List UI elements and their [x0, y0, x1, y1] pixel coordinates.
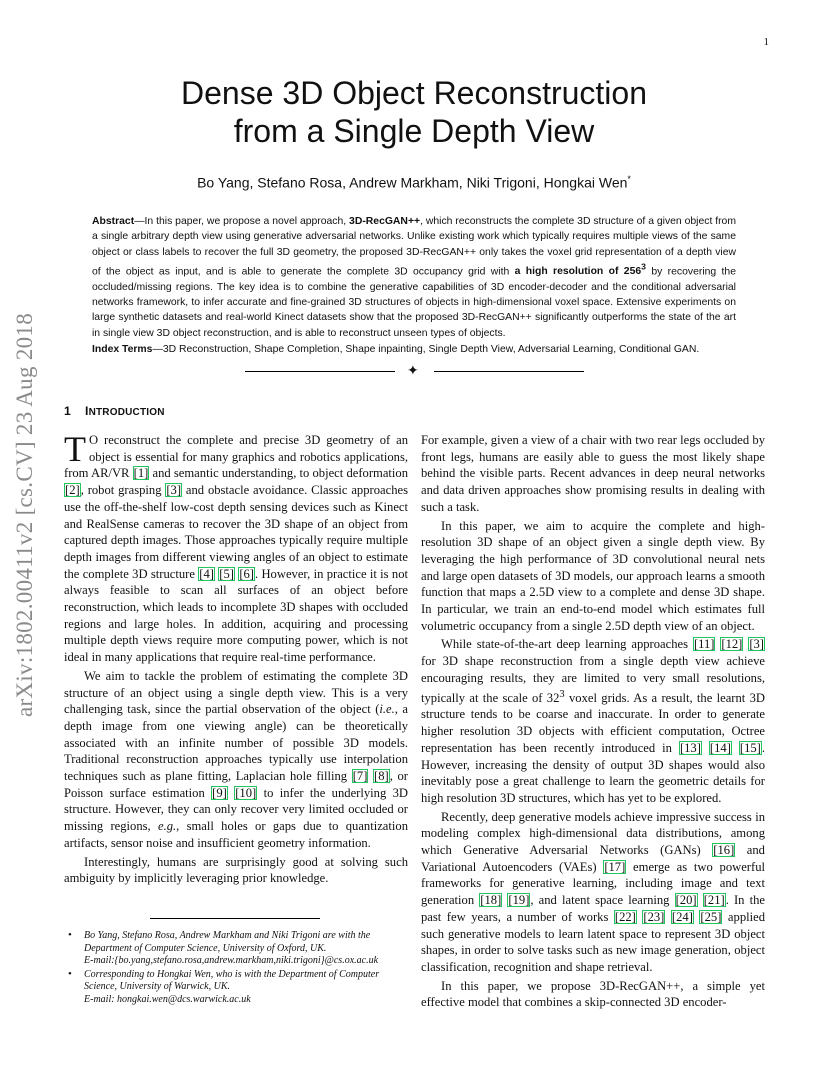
section-title-rest: NTRODUCTION [88, 407, 165, 418]
paragraph-italic: i.e. [379, 702, 395, 717]
paragraph-text: to infer the underlying 3D structure. However, they can only recover very limited occluded or missing regions, [64, 785, 409, 834]
bullet-icon: • [68, 967, 72, 980]
citation-link[interactable]: [22] [614, 909, 636, 924]
citation-link[interactable]: [20] [675, 893, 697, 908]
arxiv-identifier-stamp [10, 280, 40, 750]
divider-line-left [245, 371, 395, 372]
citation-link[interactable]: [15] [739, 740, 761, 755]
intro-paragraph-7 [421, 809, 765, 976]
paper-title [60, 74, 768, 150]
footnotes [64, 930, 408, 1007]
paragraph-text: and semantic understanding, to object deformation [149, 466, 409, 481]
paper-title-line-2: from a Single Depth View [233, 113, 595, 149]
paragraph-text: While state-of-the-art deep learning approaches [441, 637, 693, 652]
citation-link[interactable]: [25] [700, 909, 722, 924]
page-number: 1 [763, 36, 769, 48]
footnote-text: Bo Yang, Stefano Rosa, Andrew Markham and Niki Trigoni are with the Department of Computer Science, University of Oxford, UK. [84, 930, 371, 954]
paragraph-italic: e.g. [157, 819, 177, 834]
citation-link[interactable]: [4] [199, 566, 214, 581]
citation-link[interactable]: [14] [709, 740, 731, 755]
body-column-right [421, 432, 765, 1011]
paper-title-line-1: Dense 3D Object Reconstruction [181, 75, 647, 111]
paragraph-text: and obstacle avoidance. Classic approaches use the off-the-shelf low-cost depth sensing devices such as Kinect and RealSense cameras to recover the 3D shape of an object from captured depth images. Those approaches typically require multiple depth images from different viewing angles of an object to estimate the complete 3D structure [64, 483, 408, 581]
citation-link[interactable]: [16] [713, 843, 735, 858]
divider-line-right [434, 371, 584, 372]
abstract [92, 214, 736, 341]
citation-link[interactable]: [9] [212, 785, 227, 800]
citation-link[interactable]: [5] [219, 566, 234, 581]
citation-link[interactable]: [24] [671, 909, 693, 924]
exponent: 3 [559, 688, 565, 700]
paragraph-text: O reconstruct the complete and precise 3D geometry of an object is essential for many graphics and robotics applications, from AR/VR [64, 433, 408, 481]
paragraph-text: , and latent space learning [530, 893, 675, 908]
citation-link[interactable]: [10] [235, 785, 257, 800]
paragraph-text: We aim to tackle the problem of estimating the complete 3D structure of an object using a single depth view. This is a very challenging task, since the partial observation of the object ( [64, 668, 408, 717]
citation-link[interactable]: [6] [239, 566, 254, 581]
author-list [60, 174, 768, 191]
paragraph-text: emerge as two powerful frameworks for generative learning, including image and text generation [421, 859, 765, 908]
citation-link[interactable]: [21] [703, 893, 725, 908]
citation-link[interactable]: [1] [133, 466, 149, 481]
citation-link[interactable]: [7] [352, 769, 368, 784]
paragraph-text: , a depth image from one viewing angle) can be theoretically associated with an infinite number of possible 3D models. Traditional reconstruction approaches typically use interpolation techniques such as plane fitting, Laplacian hole filling [64, 702, 408, 784]
citation-link[interactable]: [17] [604, 859, 626, 874]
paragraph-text: applied such generative models to learn latent space to represent 3D object shapes, in order to solve tasks such as new image generation, object classification, recognition and shape retrieval. [421, 909, 765, 974]
abstract-resolution [514, 261, 646, 278]
abstract-dash: — [134, 216, 145, 227]
abstract-resolution-exponent: 3 [641, 261, 646, 272]
paragraph-text: , or Poisson surface estimation [64, 769, 408, 800]
drop-cap: T [64, 429, 86, 469]
footnote-email: E-mail:{bo.yang,stefano.rosa,andrew.markham,niki.trigoni}@cs.ox.ac.uk [84, 955, 379, 966]
paragraph-text: Recently, deep generative models achieve impressive success in modeling complex high-dimensional data distributions, among which Generative Adversarial Networks (GANs) [421, 809, 765, 858]
abstract-label: Abstract [92, 216, 135, 227]
index-terms-text: 3D Reconstruction, Shape Completion, Shape inpainting, Single Depth View, Adversarial Learning, Conditional GAN. [162, 344, 700, 355]
intro-paragraph-8: In this paper, we propose 3D-RecGAN++, a simple yet effective model that combines a skip-connected 3D encoder- [421, 978, 765, 1010]
intro-paragraph-1 [64, 429, 409, 666]
arxiv-identifier-text[interactable]: arXiv:1802.00411v2 [cs.CV] 23 Aug 2018 [12, 312, 38, 718]
intro-paragraph-6 [421, 636, 765, 806]
citation-link[interactable]: [23] [643, 909, 665, 924]
footnote-email: E-mail: hongkai.wen@dcs.warwick.ac.uk [84, 993, 251, 1005]
index-terms-dash: — [152, 344, 163, 355]
abstract-resolution-text: a high resolution of 256 [514, 266, 642, 278]
intro-paragraph-2 [64, 668, 408, 852]
author-footnote-mark: * [627, 174, 631, 184]
paragraph-text: . However, increasing the density of output 3D shapes would also inevitably pose a great challenge to learn the geometric details for high resolution 3D structures, which has yet to be explored. [421, 740, 766, 805]
author-names: Bo Yang, Stefano Rosa, Andrew Markham, Niki Trigoni, Hongkai Wen [197, 174, 628, 191]
citation-link[interactable]: [18] [480, 893, 502, 908]
section-title-initial: I [84, 404, 89, 418]
paragraph-text: and Variational Autoencoders (VAEs) [421, 843, 765, 874]
paragraph-text: , robot grasping [80, 483, 166, 498]
divider-diamond-icon: ✦ [407, 364, 419, 379]
abstract-text-2: by recovering the occluded/missing regions. The key idea is to combine the generative capabilities of 3D encoder-decoder and the conditional adversarial networks framework, to infer accurate and fine-grained 3D structures of objects in high-dimensional voxel space. Extensive experiments on large synthetic datasets and real-world Kinect datasets show that the proposed 3D-RecGAN++ significantly outperforms the state of the art in single view 3D object reconstruction, and is able to reconstruct unseen types of objects. [92, 266, 736, 339]
abstract-model-name: 3D-RecGAN++ [349, 216, 421, 227]
citation-link[interactable]: [3] [166, 483, 182, 498]
citation-link[interactable]: [12] [721, 637, 743, 652]
citation-link[interactable]: [3] [749, 637, 764, 652]
section-heading-introduction [64, 404, 165, 418]
body-column-left [64, 429, 409, 887]
index-terms [92, 342, 736, 357]
section-number: 1 [64, 404, 71, 418]
citation-link[interactable]: [11] [693, 637, 715, 652]
abstract-text-1: , which reconstructs the complete 3D structure of a given object from a single arbitrary depth view using generative adversarial networks. Unlike existing work which typically requires multiple views of the same object or class labels to recover the full 3D geometry, the proposed 3D-RecGAN++ only takes the voxel grid representation of a depth view of the object as input, and is able to generate the complete 3D occupancy grid with [92, 216, 736, 278]
intro-paragraph-4: For example, given a view of a chair with two rear legs occluded by front legs, humans are easily able to guess the most likely shape behind the visible parts. Recent advances in deep neural networks and data driven approaches show promising results in dealing with such a task. [421, 433, 765, 514]
footnote-text: Corresponding to Hongkai Wen, who is with the Department of Computer Science, University of Warwick, UK. [84, 968, 380, 992]
footnote-affiliation-warwick [64, 969, 408, 1007]
paragraph-text: . In the past few years, a number of works [421, 893, 765, 924]
citation-link[interactable]: [13] [679, 740, 701, 755]
index-terms-label: Index Terms [92, 344, 153, 355]
footnote-rule [150, 918, 320, 919]
paragraph-text: . However, in practice it is not always feasible to scan all surfaces of an object before reconstruction, which leads to incomplete 3D shapes with occluded regions and large holes. In addition, acquiring and processing multiple depth views require more computing power, which is not ideal in many applications that require real-time performance. [64, 566, 408, 665]
bullet-icon: • [68, 929, 72, 941]
intro-paragraph-3: Interestingly, humans are surprisingly good at solving such ambiguity by implicitly leveraging prior knowledge. [64, 854, 408, 886]
citation-link[interactable]: [2] [65, 483, 80, 498]
paragraph-text: , small holes or gaps due to quantization artifacts, sensor noise and insufficient geometry information. [64, 819, 408, 850]
abstract-text-intro: In this paper, we propose a novel approach, [144, 216, 350, 227]
intro-paragraph-5: In this paper, we aim to acquire the complete and high-resolution 3D shape of an object given a single depth view. By leveraging the high performance of 3D convolutional neural nets and large open datasets of 3D models, our approach learns a smooth function that maps a 2.5D view to a complete and dense 3D shape. In particular, we train an end-to-end model which estimates full volumetric occupancy from a single 2.5D depth view of an object. [421, 518, 765, 633]
paragraph-text: for 3D shape reconstruction from a single depth view achieve encouraging results, they are limited to very small resolutions, typically at the scale of 32 [421, 654, 765, 705]
citation-link[interactable]: [19] [508, 893, 530, 908]
footnote-affiliation-oxford [64, 930, 408, 968]
citation-link[interactable]: [8] [374, 769, 389, 784]
paragraph-text: voxel grids. As a result, the learnt 3D structure tends to be coarse and inaccurate. In order to generate higher resolution 3D objects with efficient computation, Octree representation has been recently introduced in [421, 690, 765, 755]
section-divider [245, 364, 584, 379]
